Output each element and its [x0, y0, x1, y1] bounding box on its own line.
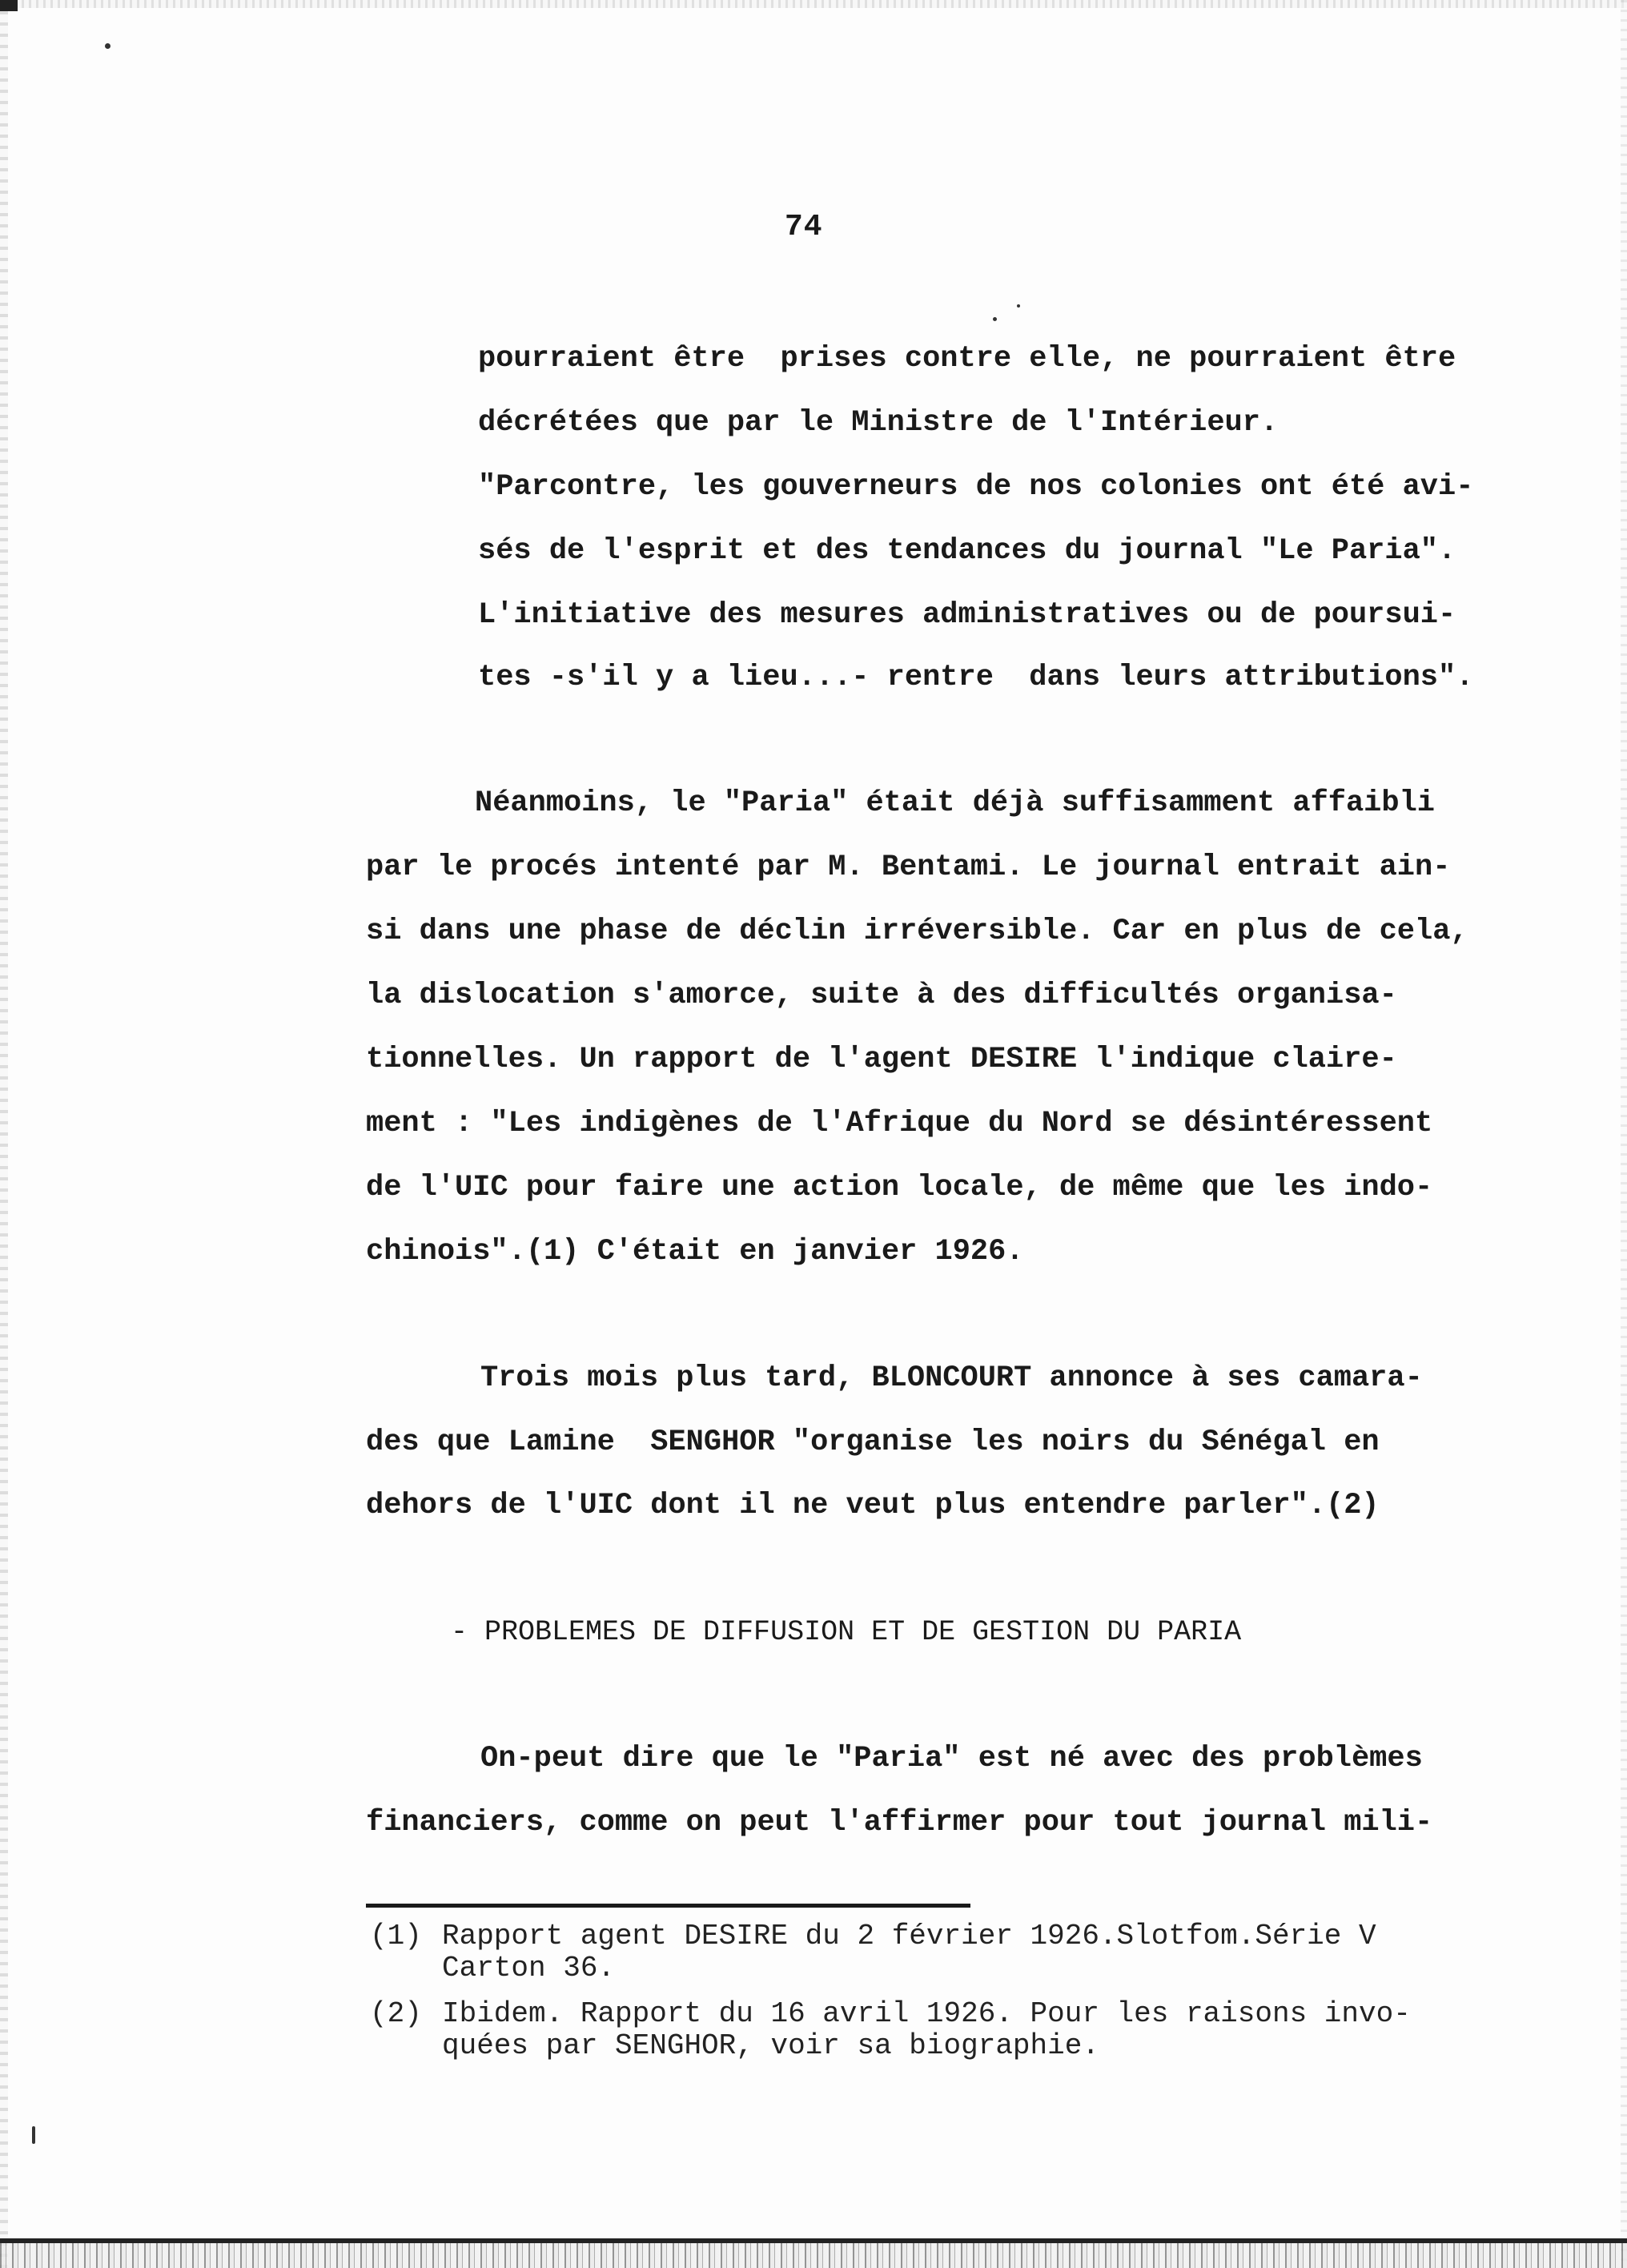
paragraph-line: si dans une phase de déclin irréversible. Car en plus de cela,: [366, 915, 1468, 948]
scan-speck: [105, 43, 110, 49]
section-heading: - PROBLEMES DE DIFFUSION ET DE GESTION DU PARIA: [451, 1616, 1242, 1648]
paragraph-line: Néanmoins, le "Paria" était déjà suffisamment affaibli: [475, 786, 1435, 820]
scan-edge-right: [1621, 0, 1627, 2268]
paragraph-line: de l'UIC pour faire une action locale, de même que les indo-: [366, 1171, 1433, 1204]
quote-line: sés de l'esprit et des tendances du journal "Le Paria".: [478, 534, 1456, 568]
footnote-text: quées par SENGHOR, voir sa biographie.: [442, 2029, 1099, 2062]
scan-speck: [1017, 304, 1020, 308]
scan-edge-top: [0, 0, 1627, 8]
footnote-text: Ibidem. Rapport du 16 avril 1926. Pour les raisons invo-: [442, 1997, 1411, 2030]
scan-bottom-strip: [0, 2243, 1627, 2268]
paragraph-line: Trois mois plus tard, BLONCOURT annonce à ses camara-: [480, 1361, 1423, 1395]
page-number: 74: [785, 210, 823, 244]
paragraph-line: par le procés intenté par M. Bentami. Le journal entrait ain-: [366, 850, 1451, 884]
quote-line: L'initiative des mesures administratives ou de poursui-: [478, 598, 1456, 632]
paragraph-line: ment : "Les indigènes de l'Afrique du Nord se désintéressent: [366, 1107, 1433, 1140]
footnote-number: (1): [370, 1920, 422, 1952]
footnote-number: (2): [370, 1997, 422, 2030]
quote-line: décrétées que par le Ministre de l'Intérieur.: [478, 406, 1279, 440]
footnote-text: Carton 36.: [442, 1952, 616, 1984]
scan-speck: [993, 317, 997, 321]
scan-mark: [32, 2126, 35, 2144]
scan-edge-left: [0, 0, 8, 2268]
quote-line: "Parcontre, les gouverneurs de nos colonies ont été avi-: [478, 470, 1474, 504]
paragraph-line: des que Lamine SENGHOR "organise les noirs du Sénégal en: [366, 1426, 1380, 1459]
quote-line: tes -s'il y a lieu...- rentre dans leurs attributions".: [478, 661, 1474, 694]
footnote-text: Rapport agent DESIRE du 2 février 1926.Slotfom.Série V: [442, 1920, 1376, 1952]
quote-line: pourraient être prises contre elle, ne pourraient être: [478, 342, 1456, 376]
footnote: [370, 1997, 1411, 2144]
paragraph-line: tionnelles. Un rapport de l'agent DESIRE l'indique claire-: [366, 1043, 1397, 1076]
scan-corner-mark: [0, 0, 18, 11]
paragraph-line: On-peut dire que le "Paria" est né avec des problèmes: [480, 1742, 1423, 1775]
paragraph-line: financiers, comme on peut l'affirmer pour tout journal mili-: [366, 1806, 1433, 1840]
paragraph-line: dehors de l'UIC dont il ne veut plus entendre parler".(2): [366, 1489, 1380, 1522]
paragraph-line: la dislocation s'amorce, suite à des difficultés organisa-: [366, 979, 1397, 1012]
footnote-separator: [366, 1904, 970, 1908]
paragraph-line: chinois".(1) C'était en janvier 1926.: [366, 1235, 1024, 1269]
